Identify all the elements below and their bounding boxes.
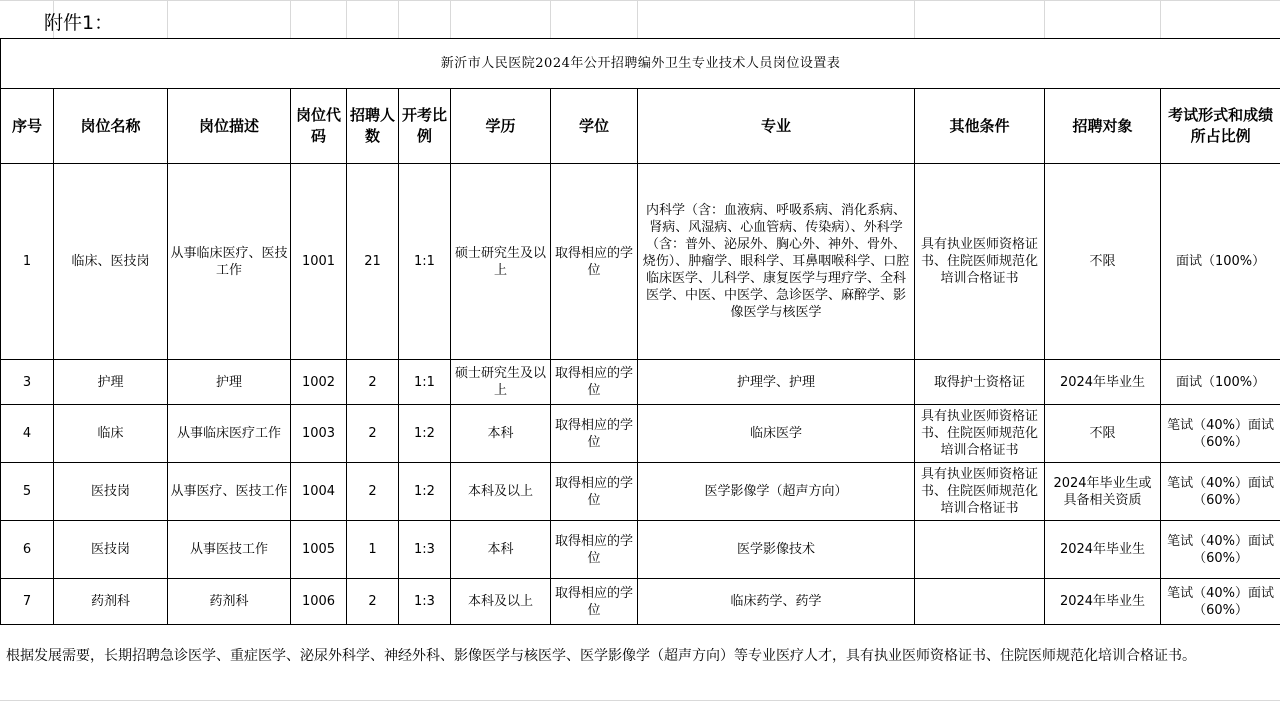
cell-seq: 3 [1,360,54,405]
cell-ratio: 1:1 [399,164,451,360]
cell-major: 医学影像技术 [638,521,915,579]
header-other-conditions: 其他条件 [915,89,1045,164]
cell-ratio: 1:3 [399,521,451,579]
cell-code: 1004 [291,463,347,521]
table-row [1,579,1280,625]
cell-exam: 笔试（40%）面试（60%） [1161,521,1280,579]
cell-seq: 4 [1,405,54,463]
cell-other [915,579,1045,625]
cell-major: 内科学（含：血液病、呼吸系病、消化系病、肾病、风湿病、心血管病、传染病）、外科学（含：普外、泌尿外、胸心外、神外、骨外、烧伤）、肿瘤学、眼科学、耳鼻咽喉科学、口腔临床医学、儿科学、康复医学与理疗学、全科医学、中医、中医学、急诊医学、麻醉学、影像医学与核医学 [638,164,915,360]
table-row [1,360,1280,405]
cell-code: 1006 [291,579,347,625]
gridline [0,0,1280,1]
table-row [1,164,1280,360]
cell-major: 临床医学 [638,405,915,463]
cell-name: 临床、医技岗 [54,164,168,360]
cell-code: 1002 [291,360,347,405]
header-position-code: 岗位代码 [291,89,347,164]
attachment-label: 附件1： [44,12,114,34]
cell-exam: 笔试（40%）面试（60%） [1161,579,1280,625]
position-table [0,38,1280,625]
cell-degree: 取得相应的学位 [551,164,638,360]
gridline [914,0,915,38]
header-recruit-count: 招聘人数 [347,89,399,164]
cell-other: 具有执业医师资格证书、住院医师规范化培训合格证书 [915,463,1045,521]
table-row [1,463,1280,521]
cell-target: 2024年毕业生 [1045,579,1161,625]
cell-desc: 从事临床医疗、医技工作 [168,164,291,360]
cell-exam: 笔试（40%）面试（60%） [1161,463,1280,521]
cell-degree: 取得相应的学位 [551,360,638,405]
cell-education: 本科及以上 [451,463,551,521]
gridline [398,0,399,38]
cell-name: 医技岗 [54,463,168,521]
cell-exam: 面试（100%） [1161,360,1280,405]
cell-desc: 从事医技工作 [168,521,291,579]
cell-name: 护理 [54,360,168,405]
cell-ratio: 1:3 [399,579,451,625]
cell-degree: 取得相应的学位 [551,579,638,625]
cell-desc: 从事医疗、医技工作 [168,463,291,521]
cell-major: 临床药学、药学 [638,579,915,625]
cell-count: 2 [347,579,399,625]
gridline [167,0,168,38]
cell-seq: 5 [1,463,54,521]
cell-code: 1003 [291,405,347,463]
header-exam-form: 考试形式和成绩所占比例 [1161,89,1280,164]
table-row [1,521,1280,579]
cell-major: 护理学、护理 [638,360,915,405]
cell-name: 药剂科 [54,579,168,625]
header-exam-ratio: 开考比例 [399,89,451,164]
cell-other: 具有执业医师资格证书、住院医师规范化培训合格证书 [915,405,1045,463]
cell-other: 具有执业医师资格证书、住院医师规范化培训合格证书 [915,164,1045,360]
cell-count: 21 [347,164,399,360]
cell-target: 不限 [1045,405,1161,463]
cell-degree: 取得相应的学位 [551,521,638,579]
cell-education: 本科 [451,521,551,579]
cell-desc: 护理 [168,360,291,405]
gridline [290,0,291,38]
cell-code: 1001 [291,164,347,360]
table-row [1,405,1280,463]
cell-name: 医技岗 [54,521,168,579]
cell-other: 取得护士资格证 [915,360,1045,405]
cell-education: 本科及以上 [451,579,551,625]
cell-count: 1 [347,521,399,579]
header-education: 学历 [451,89,551,164]
cell-exam: 面试（100%） [1161,164,1280,360]
table-title: 新沂市人民医院2024年公开招聘编外卫生专业技术人员岗位设置表 [1,39,1280,89]
cell-education: 硕士研究生及以上 [451,360,551,405]
cell-target: 不限 [1045,164,1161,360]
cell-seq: 7 [1,579,54,625]
gridline [637,0,638,38]
cell-target: 2024年毕业生或具备相关资质 [1045,463,1161,521]
cell-count: 2 [347,463,399,521]
header-degree: 学位 [551,89,638,164]
cell-ratio: 1:2 [399,405,451,463]
cell-target: 2024年毕业生 [1045,521,1161,579]
cell-desc: 药剂科 [168,579,291,625]
cell-education: 硕士研究生及以上 [451,164,551,360]
footnote: 根据发展需要，长期招聘急诊医学、重症医学、泌尿外科学、神经外科、影像医学与核医学、医学影像学（超声方向）等专业医疗人才，具有执业医师资格证书、住院医师规范化培训合格证书。 [6,648,1196,664]
cell-code: 1005 [291,521,347,579]
header-position-name: 岗位名称 [54,89,168,164]
cell-seq: 6 [1,521,54,579]
cell-other [915,521,1045,579]
cell-name: 临床 [54,405,168,463]
cell-exam: 笔试（40%）面试（60%） [1161,405,1280,463]
cell-count: 2 [347,360,399,405]
cell-degree: 取得相应的学位 [551,405,638,463]
gridline [346,0,347,38]
header-seq: 序号 [1,89,54,164]
cell-desc: 从事临床医疗工作 [168,405,291,463]
header-major: 专业 [638,89,915,164]
cell-ratio: 1:2 [399,463,451,521]
gridline [1160,0,1161,38]
cell-ratio: 1:1 [399,360,451,405]
cell-major: 医学影像学（超声方向） [638,463,915,521]
cell-target: 2024年毕业生 [1045,360,1161,405]
cell-degree: 取得相应的学位 [551,463,638,521]
cell-seq: 1 [1,164,54,360]
header-position-desc: 岗位描述 [168,89,291,164]
gridline [450,0,451,38]
gridline [1044,0,1045,38]
gridline [0,700,1280,701]
cell-count: 2 [347,405,399,463]
gridline [550,0,551,38]
header-row [1,89,1280,164]
cell-education: 本科 [451,405,551,463]
header-target: 招聘对象 [1045,89,1161,164]
